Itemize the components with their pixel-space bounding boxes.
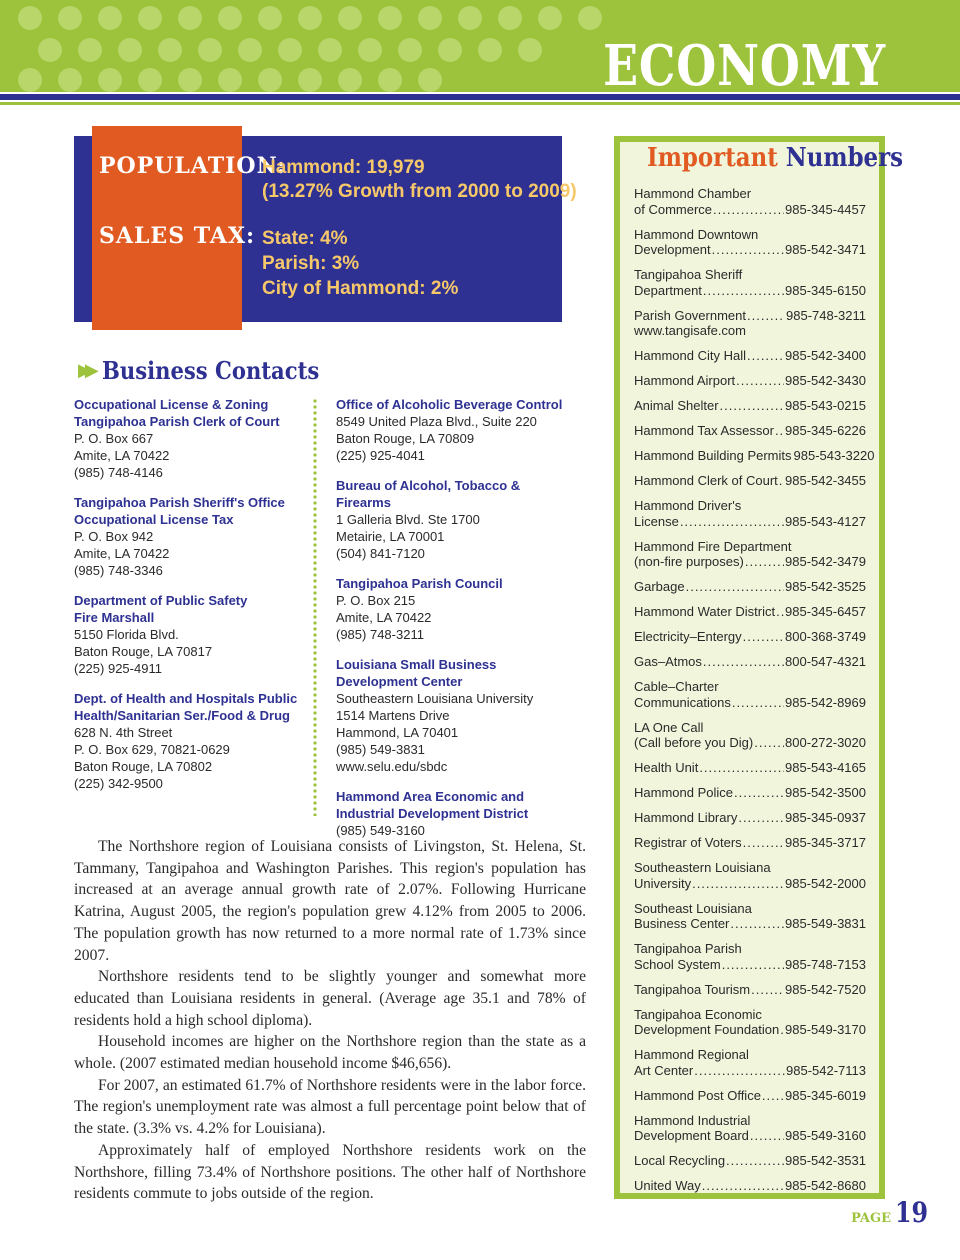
phone-number: 985-345-6226 (785, 423, 866, 438)
contact-detail: (225) 342-9500 (74, 776, 163, 791)
decorative-dot (418, 6, 442, 30)
phone-number: 985-345-6150 (785, 282, 866, 298)
business-contacts-heading (78, 356, 349, 385)
dot-leader (745, 554, 784, 570)
number-line (634, 629, 866, 645)
number-entry (634, 1113, 866, 1144)
number-name: Gas–Atmos (634, 654, 702, 669)
number-name-line: Hammond Driver's (634, 498, 742, 513)
dot-leader (720, 398, 784, 414)
contacts-column-right (336, 396, 576, 852)
number-line (634, 1153, 866, 1169)
header-band (0, 0, 960, 92)
phone-number: 985-542-7113 (786, 1062, 866, 1078)
phone-number: 985-345-6019 (785, 1087, 866, 1103)
number-entry (634, 448, 875, 464)
dot-leader (680, 514, 784, 530)
dot-leader (712, 242, 784, 258)
decorative-dot (378, 68, 402, 92)
number-name: Development Board (634, 1128, 749, 1143)
important-numbers-title (647, 143, 903, 173)
number-line (634, 448, 875, 464)
sales-tax-state: State: 4% (262, 228, 348, 249)
number-name: Hammond Building Permits (634, 448, 792, 463)
decorative-dot (78, 38, 102, 62)
number-line (634, 916, 866, 932)
phone-number: 985-748-3211 (786, 307, 866, 323)
number-name-line: Hammond Downtown (634, 226, 759, 242)
phone-number: 985-542-3430 (785, 373, 866, 388)
decorative-dot (438, 38, 462, 62)
phone-number: 985-542-7520 (785, 981, 866, 997)
number-entry (634, 1007, 866, 1038)
number-name: School System (634, 956, 721, 972)
dot-leader (699, 760, 784, 776)
number-name: Parish Government (634, 307, 746, 323)
number-name: Tangipahoa Tourism (634, 981, 751, 997)
dot-leader (713, 202, 784, 218)
business-contacts-title: Business Contacts (101, 356, 319, 385)
number-name: (Call before you Dig) (634, 735, 754, 750)
number-name: Hammond Clerk of Court (634, 473, 778, 488)
number-entry (634, 473, 866, 489)
number-line (634, 695, 866, 711)
dot-leader (738, 810, 784, 826)
decorative-dot (458, 6, 482, 30)
number-name: Animal Shelter (634, 398, 719, 413)
contact-entry (336, 788, 576, 839)
number-line (634, 373, 866, 389)
dot-leader (743, 629, 784, 645)
decorative-dot (418, 68, 442, 92)
contact-entry (74, 396, 304, 481)
number-entry (634, 267, 866, 298)
number-name: Communications (634, 694, 731, 710)
number-name-line: Hammond Fire Department (634, 538, 792, 554)
contact-entry (336, 575, 576, 643)
phone-number: 985-542-3479 (785, 554, 866, 569)
number-line (634, 423, 866, 439)
number-entry (634, 941, 866, 972)
number-line (634, 982, 866, 998)
number-entry (634, 1088, 866, 1104)
page-digits: 19 (895, 1196, 929, 1229)
dot-leader (732, 695, 784, 711)
number-entry (634, 186, 866, 217)
dot-leader (754, 735, 784, 751)
contact-entry (74, 592, 304, 677)
phone-number: 985-543-3220 (793, 448, 875, 463)
decorative-dot (378, 6, 402, 30)
header-rule-blue (0, 94, 960, 100)
number-name: Local Recycling (634, 1153, 726, 1168)
number-name: Hammond Post Office (634, 1087, 761, 1103)
sales-tax-values (262, 226, 458, 301)
decorative-dot (338, 6, 362, 30)
contact-detail: (985) 549-3831 (336, 742, 425, 757)
phone-number: 800-368-3749 (785, 629, 866, 644)
number-entry (634, 760, 866, 776)
number-entry (634, 785, 866, 801)
dot-leader (722, 957, 784, 973)
contacts-column-left (74, 396, 304, 805)
contact-detail: (225) 925-4911 (74, 661, 162, 676)
number-entry (634, 1153, 866, 1169)
decorative-dot (238, 38, 262, 62)
contact-detail: Amite, LA 70422 (336, 610, 432, 625)
contact-name: Occupational License & Zoning (74, 397, 269, 412)
number-name: Health Unit (634, 760, 699, 775)
dot-leader (686, 579, 784, 595)
number-name: United Way (634, 1178, 701, 1193)
phone-number: 985-345-0937 (785, 810, 866, 825)
phone-number: 985-543-0215 (785, 398, 866, 413)
number-name: Hammond Tax Assessor (634, 423, 774, 438)
number-name-line: Tangipahoa Sheriff (634, 267, 743, 282)
decorative-dot (38, 38, 62, 62)
dot-leader (703, 654, 784, 670)
population-label: POPULATION: (99, 153, 287, 179)
number-entry (634, 398, 866, 414)
number-line (634, 398, 866, 414)
dot-leader (747, 308, 785, 324)
number-entry (634, 539, 866, 570)
decorative-dot (98, 6, 122, 30)
number-entry (634, 901, 866, 932)
page-number (851, 1196, 934, 1229)
decorative-dot (338, 68, 362, 92)
number-line (634, 1128, 866, 1144)
number-line (634, 514, 866, 530)
number-entry (634, 654, 866, 670)
contact-detail: Hammond, LA 70401 (336, 725, 459, 740)
title-word-important: Important (647, 143, 778, 173)
number-line (634, 242, 866, 258)
decorative-dot (218, 6, 242, 30)
decorative-dot (178, 68, 202, 92)
contact-entry (74, 690, 304, 792)
number-entry (634, 348, 866, 364)
contact-detail: (985) 549-3160 (336, 823, 425, 838)
contact-detail: 5150 Florida Blvd. (74, 627, 179, 642)
dot-leader (775, 423, 784, 439)
number-entry (634, 308, 866, 339)
number-entry (634, 1047, 866, 1078)
number-name-line: Hammond Regional (634, 1047, 749, 1062)
number-name: Art Center (634, 1062, 694, 1078)
number-entry (634, 720, 866, 751)
number-entry (634, 227, 866, 258)
phone-number: 985-543-4165 (785, 760, 866, 775)
contact-detail: Amite, LA 70422 (74, 546, 170, 561)
number-entry (634, 835, 866, 851)
number-entry (634, 860, 866, 891)
decorative-dot (538, 6, 562, 30)
phone-number: 800-547-4321 (785, 654, 866, 669)
number-entry (634, 982, 866, 998)
number-line (634, 579, 866, 595)
body-paragraph: Household incomes are higher on the Northshore region than the state as a whole. (2007 estimated median household income $46,656). (74, 1033, 586, 1073)
number-line (634, 1063, 866, 1079)
contact-detail: (985) 748-3346 (74, 563, 163, 578)
contact-name: Tangipahoa Parish Sheriff's Office (74, 495, 285, 510)
body-paragraph: Approximately half of employed Northshore residents work on the Northshore, filling 73.4% of Northshore positions. The other half of Northshore residents commute to jobs outside of the region. (74, 1141, 586, 1203)
number-entry (634, 679, 866, 710)
number-name-line: Southeast Louisiana (634, 900, 752, 916)
important-numbers-list (634, 186, 875, 1203)
decorative-dot (58, 6, 82, 30)
number-entry (634, 629, 866, 645)
contact-detail: P. O. Box 215 (336, 593, 416, 608)
contact-detail: (504) 841-7120 (336, 546, 425, 561)
decorative-dot (118, 38, 142, 62)
number-entry (634, 498, 866, 529)
dot-leader (776, 604, 784, 620)
number-name-line: LA One Call (634, 719, 704, 735)
phone-number: 985-345-3717 (785, 835, 866, 850)
number-entry (634, 810, 866, 826)
decorative-dot (258, 6, 282, 30)
number-line (634, 810, 866, 826)
contact-detail: 8549 United Plaza Blvd., Suite 220 (336, 414, 537, 429)
section-title: ECONOMY (603, 33, 886, 92)
dot-leader (694, 1063, 785, 1079)
decorative-dot (318, 38, 342, 62)
number-name: University (634, 875, 692, 891)
contact-detail: Metairie, LA 70001 (336, 529, 445, 544)
dot-leader (702, 1178, 784, 1194)
number-line (634, 785, 866, 801)
number-line (634, 348, 866, 364)
contact-entry (74, 494, 304, 579)
number-entry (634, 604, 866, 620)
decorative-dot (578, 6, 602, 30)
number-name-line: Tangipahoa Economic (634, 1006, 762, 1022)
number-line (634, 876, 866, 892)
contact-detail: Southeastern Louisiana University (336, 691, 534, 706)
body-paragraph: For 2007, an estimated 61.7% of Northshore residents were in the labor force. The region's unemployment rate was almost a full percentage point below that of the state. (3.3% vs. 4.2% for Louisiana). (74, 1076, 586, 1138)
decorative-dot (178, 6, 202, 30)
title-word-numbers: Numbers (785, 143, 904, 173)
contact-name: Industrial Development District (336, 806, 529, 821)
number-name: Hammond Airport (634, 373, 736, 388)
number-entry (634, 1178, 866, 1194)
sales-tax-label: SALES TAX: (99, 223, 256, 249)
number-line (634, 202, 866, 218)
body-paragraph: The Northshore region of Louisiana consists of Livingston, St. Helena, St. Tammany, Tangipahoa and Washington Parishes. This region's population has increased at an average annual growth rate of 2.07%. Following Hurricane Katrina, August 2005, the region's population grew 4.12% from 2005 to 2006. The population growth has now returned to a more normal rate of 1.73% since 2007. (74, 838, 586, 964)
phone-number: 985-542-3400 (785, 348, 866, 363)
number-line (634, 654, 866, 670)
contact-detail: Baton Rouge, LA 70809 (336, 431, 475, 446)
number-name: Garbage (634, 579, 685, 594)
phone-number: 985-542-8680 (785, 1178, 866, 1193)
population-growth: (13.27% Growth from 2000 to 2009) (262, 181, 577, 202)
dot-leader (726, 1153, 784, 1169)
number-name: Development Foundation (634, 1022, 780, 1037)
contact-detail: www.selu.edu/sbdc (336, 759, 448, 774)
number-name: Hammond Water District (634, 604, 776, 619)
double-arrow-icon: ▶▶ (78, 360, 92, 380)
phone-number: 985-549-3160 (785, 1128, 866, 1143)
number-name: License (634, 513, 679, 529)
contact-name: Office of Alcoholic Beverage Control (336, 397, 563, 412)
contact-name: Tangipahoa Parish Clerk of Court (74, 414, 280, 429)
dot-leader (734, 785, 784, 801)
contact-name: Health/Sanitarian Ser./Food & Drug (74, 708, 290, 723)
number-line (634, 473, 866, 489)
number-name: Development (634, 242, 711, 257)
number-line (634, 283, 866, 299)
phone-number: 985-542-3531 (785, 1153, 866, 1168)
sales-tax-parish: Parish: 3% (262, 253, 360, 274)
phone-number: 985-543-4127 (785, 513, 866, 529)
number-name-line: Hammond Industrial (634, 1112, 751, 1128)
number-name-line: Cable–Charter (634, 679, 719, 694)
population-count: Hammond: 19,979 (262, 157, 425, 178)
decorative-dot (398, 38, 422, 62)
contact-detail: (985) 748-3211 (336, 627, 424, 642)
decorative-dot (18, 6, 42, 30)
number-name: (non-fire purposes) (634, 554, 744, 569)
number-line (634, 1022, 866, 1038)
number-name-line: Hammond Chamber (634, 186, 752, 201)
article-body (74, 836, 586, 1205)
decorative-dot (218, 68, 242, 92)
header-rule-green (0, 102, 960, 105)
decorative-dot (478, 38, 502, 62)
phone-number: 985-542-3525 (785, 579, 866, 594)
dot-leader (751, 982, 784, 998)
number-line (634, 604, 866, 620)
sales-tax-city: City of Hammond: 2% (262, 278, 459, 299)
contact-detail: 628 N. 4th Street (74, 725, 173, 740)
dot-leader (730, 916, 784, 932)
number-line (634, 760, 866, 776)
decorative-dot (258, 68, 282, 92)
contact-detail: Amite, LA 70422 (74, 448, 170, 463)
number-line (634, 308, 866, 324)
phone-number: 985-542-3455 (785, 473, 866, 488)
number-name: Hammond City Hall (634, 348, 746, 363)
contact-detail: 1 Galleria Blvd. Ste 1700 (336, 512, 480, 527)
number-extra-line: www.tangisafe.com (634, 323, 746, 338)
decorative-dot (498, 6, 522, 30)
decorative-dot (98, 68, 122, 92)
column-divider (313, 398, 317, 816)
phone-number: 985-542-3500 (785, 785, 866, 800)
contact-detail: 1514 Martens Drive (336, 708, 450, 723)
decorative-dot (158, 38, 182, 62)
contact-detail: Baton Rouge, LA 70817 (74, 644, 213, 659)
number-line (634, 1088, 866, 1104)
contact-detail: (225) 925-4041 (336, 448, 425, 463)
phone-number: 985-748-7153 (785, 956, 866, 972)
contact-name: Tangipahoa Parish Council (336, 576, 503, 591)
dot-leader (743, 835, 784, 851)
number-name: of Commerce (634, 201, 713, 217)
dot-leader (747, 348, 784, 364)
phone-number: 985-542-2000 (785, 875, 866, 891)
page-word: PAGE (851, 1211, 892, 1226)
phone-number: 985-549-3831 (785, 916, 866, 931)
contact-detail: (985) 748-4146 (74, 465, 163, 480)
contact-name: Louisiana Small Business (336, 657, 497, 672)
number-name: Hammond Library (634, 810, 738, 825)
number-line (634, 735, 866, 751)
contact-name: Fire Marshall (74, 610, 155, 625)
dot-leader (779, 473, 784, 489)
decorative-dot (138, 68, 162, 92)
contact-name: Bureau of Alcohol, Tobacco & Firearms (336, 478, 521, 510)
contact-detail: P. O. Box 667 (74, 431, 154, 446)
phone-number: 985-345-4457 (785, 201, 866, 217)
number-name: Business Center (634, 916, 730, 931)
number-name: Electricity–Entergy (634, 629, 742, 644)
population-value (262, 156, 577, 204)
decorative-dot (278, 38, 302, 62)
contact-name: Development Center (336, 674, 463, 689)
body-paragraph: Northshore residents tend to be slightly younger and somewhat more educated than Louisiana residents in general. (Average age 35.1 and 78% of residents hold a high school diploma). (74, 968, 586, 1029)
dot-leader (736, 373, 784, 389)
contact-detail: P. O. Box 629, 70821-0629 (74, 742, 230, 757)
phone-number: 985-542-3471 (785, 242, 866, 257)
dot-leader (780, 1022, 784, 1038)
contact-entry (336, 477, 576, 562)
contact-entry (336, 656, 576, 775)
decorative-dot (298, 68, 322, 92)
phone-number: 985-549-3170 (785, 1022, 866, 1037)
number-entry (634, 373, 866, 389)
number-name: Department (634, 282, 702, 298)
number-line (634, 835, 866, 851)
contact-name: Hammond Area Economic and (336, 789, 525, 804)
decorative-dot (58, 68, 82, 92)
number-line (634, 554, 866, 570)
contact-detail: P. O. Box 942 (74, 529, 154, 544)
decorative-dot (198, 38, 222, 62)
contact-name: Occupational License Tax (74, 512, 234, 527)
decorative-dot (18, 68, 42, 92)
number-name-line: Tangipahoa Parish (634, 941, 742, 956)
phone-number: 985-542-8969 (785, 694, 866, 710)
dot-leader (703, 283, 784, 299)
number-line (634, 957, 866, 973)
dot-leader (762, 1088, 784, 1104)
contact-detail: Baton Rouge, LA 70802 (74, 759, 213, 774)
decorative-dot (138, 6, 162, 30)
phone-number: 985-345-6457 (785, 604, 866, 619)
phone-number: 800-272-3020 (785, 735, 866, 750)
number-entry (634, 579, 866, 595)
number-name: Hammond Police (634, 785, 733, 800)
contact-name: Dept. of Health and Hospitals Public (74, 691, 298, 706)
number-line (634, 1178, 866, 1194)
decorative-dot (518, 38, 542, 62)
number-name-line: Southeastern Louisiana (634, 860, 771, 875)
decorative-dot (358, 38, 382, 62)
number-entry (634, 423, 866, 439)
dot-leader (750, 1128, 784, 1144)
contact-name: Department of Public Safety (74, 593, 248, 608)
number-name: Registrar of Voters (634, 835, 742, 850)
dot-leader (692, 876, 784, 892)
contact-entry (336, 396, 576, 464)
decorative-dot (298, 6, 322, 30)
